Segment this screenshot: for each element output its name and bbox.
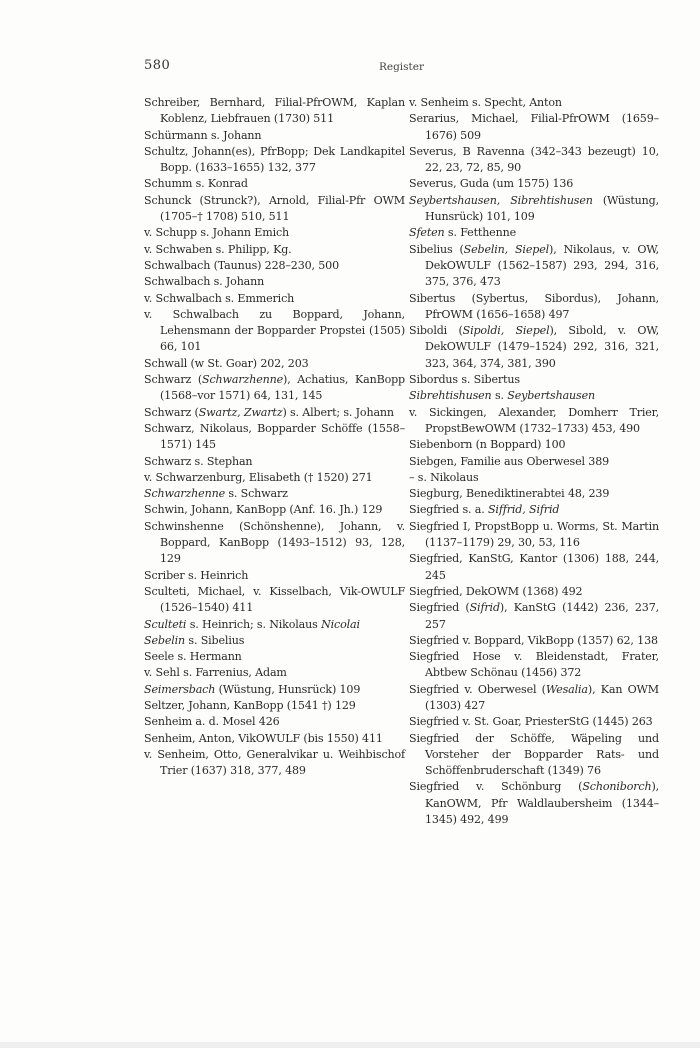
index-entry (409, 111, 659, 144)
page-header (144, 58, 659, 78)
index-entry (409, 454, 659, 470)
index-entry (144, 486, 405, 502)
index-entry-text: v. Schwalbach s. Emmerich (144, 291, 295, 305)
index-entry-text: s. Heinrich; s. Nikolaus (186, 617, 322, 631)
index-entry (409, 323, 659, 372)
index-entry-italic-text: Siffrid, Sifrid (487, 503, 560, 517)
index-entry-text: Schwarz ( (144, 373, 203, 387)
index-entry-text: Schunck (Strunck?), Arnold, Filial-Pfr OWM (1705–† 1708) 510, 511 (144, 193, 405, 224)
index-entry-text: Schwarz ( (144, 405, 199, 419)
index-entry-text: Schwarz, Nikolaus, Bopparder Schöffe (1558–1571) 145 (144, 421, 405, 452)
index-entry-text: Siegfried v. Boppard, VikBopp (1357) 62, 138 (409, 633, 658, 647)
index-entry (144, 519, 405, 568)
index-entry (409, 144, 659, 177)
index-entry-text: ), Achatius, KanBopp (1568–vor 1571) 64, 131, 145 (160, 373, 405, 403)
index-entry-text: Scriber s. Heinrich (144, 568, 249, 582)
index-entry (144, 176, 405, 192)
index-entry-text: s. Schwarz (224, 487, 288, 501)
index-entry-italic-text: Seybertshausen (507, 389, 596, 403)
index-entry (144, 405, 405, 421)
index-entry-text: Schwinshenne (Schönshenne), Johann, v. Boppard, KanBopp (1493–1512) 93, 128, 129 (144, 519, 405, 566)
index-entry-text: v. Schwarzenburg, Elisabeth († 1520) 271 (144, 470, 373, 484)
index-entry-text: Siboldi ( (409, 324, 463, 338)
index-entry-text: Siegfried Hose v. Bleidenstadt, Frater, Abtbew Schönau (1456) 372 (409, 650, 659, 680)
index-entry-text: s. (491, 389, 508, 403)
index-entry-text: Seltzer, Johann, KanBopp (1541 †) 129 (144, 698, 356, 712)
index-entry-text: Sculteti, Michael, v. Kisselbach, Vik-OWULF (1526–1540) 411 (144, 584, 405, 615)
index-entry-text: Siegfried v. Schönburg ( (409, 780, 583, 794)
index-entry (409, 437, 659, 453)
index-entry-text: Schultz, Johann(es), PfrBopp; Dek Landkapitel Bopp. (1633–1655) 132, 377 (144, 144, 405, 175)
index-entry (144, 714, 405, 730)
index-entry (144, 258, 405, 274)
index-entry-italic-text: Sipoldi, Siepel (462, 324, 550, 338)
index-entry-text: Serarius, Michael, Filial-PfrOWM (1659–1676) 509 (409, 112, 659, 142)
index-entry (144, 242, 405, 258)
index-entry (144, 95, 405, 128)
running-title: Register (378, 61, 425, 73)
index-entry (409, 95, 659, 111)
index-entry-text: Siegfried s. a. (409, 503, 488, 517)
index-entry-text: ), Kan OWM (1303) 427 (425, 682, 660, 712)
index-entry-text: Siegfried, KanStG, Kantor (1306) 188, 244, 245 (409, 552, 659, 582)
index-entry-text: ), KanStG (1442) 236, 237, 257 (425, 601, 659, 631)
index-entry (144, 502, 405, 518)
index-entry-italic-text: Sebelin (144, 633, 186, 647)
index-entry-text: Schwalbach s. Johann (144, 275, 265, 289)
index-entry-text: Siegfried I, PropstBopp u. Worms, St. Martin (1137–1179) 29, 30, 53, 116 (409, 519, 659, 550)
index-entry (144, 356, 405, 372)
index-entry (409, 502, 659, 518)
index-entry-italic-text: Schwarzhenne (144, 487, 225, 501)
index-entry (144, 584, 405, 617)
index-entry-text: Sibertus (Sybertus, Sibordus), Johann, PfrOWM (1656–1658) 497 (409, 291, 659, 321)
index-entry (144, 193, 405, 226)
index-entry (409, 519, 659, 552)
index-entry-text: Schwarz s. Stephan (144, 454, 253, 468)
index-entry-text: s. Sibelius (185, 633, 245, 647)
index-entry (409, 714, 659, 730)
index-entry-text: ), Nikolaus, v. OW, DekOWULF (1562–1587) 293, 294, 316, 375, 376, 473 (425, 242, 659, 289)
index-entry (409, 682, 659, 715)
index-entry-text: ) s. Albert; s. Johann (282, 405, 394, 419)
index-entry (144, 372, 405, 405)
index-entry (144, 633, 405, 649)
index-entry-text: Severus, Guda (um 1575) 136 (409, 177, 574, 191)
index-entry-text: Siegfried v. Oberwesel ( (409, 682, 546, 696)
page-number: 580 (144, 58, 171, 73)
index-entry (144, 307, 405, 356)
index-entry-italic-text: Nicolai (321, 617, 360, 631)
index-entry (144, 568, 405, 584)
index-entry (144, 454, 405, 470)
index-entry-text: v. Sehl s. Farrenius, Adam (144, 666, 287, 680)
index-entry-text: ), Sibold, v. OW, DekOWULF (1479–1524) 292, 316, 321, 323, 364, 374, 381, 390 (425, 324, 659, 370)
index-entry (144, 291, 405, 307)
index-entry-text: Senheim, Anton, VikOWULF (bis 1550) 411 (144, 731, 383, 745)
index-entry-italic-text: Schoniborch (582, 780, 652, 794)
index-entry (144, 649, 405, 665)
index-entry (144, 747, 405, 780)
index-entry-italic-text: Seybertshausen, Sibrehtishusen (409, 193, 593, 207)
index-entry (144, 470, 405, 486)
index-entry-text: Siegfried, DekOWM (1368) 492 (409, 584, 583, 598)
index-entry (409, 388, 659, 404)
index-entry (409, 584, 659, 600)
index-entry-text: ), KanOWM, Pfr Waldlaubersheim (1344–1345) 492, 499 (425, 780, 659, 827)
index-entry-text: Schwin, Johann, KanBopp (Anf. 16. Jh.) 129 (144, 503, 383, 517)
index-entry (409, 405, 659, 438)
index-entry (409, 291, 659, 324)
index-entry-text: Sibordus s. Sibertus (409, 373, 520, 387)
index-entry-text: v. Sickingen, Alexander, Domherr Trier, PropstBewOWM (1732–1733) 453, 490 (409, 405, 659, 435)
index-entry (409, 649, 659, 682)
index-entry (409, 470, 659, 486)
index-entry (144, 617, 405, 633)
index-entry-text: Siebgen, Familie aus Oberwesel 389 (409, 454, 610, 468)
index-entry-text: Severus, B Ravenna (342–343 bezeugt) 10, 22, 23, 72, 85, 90 (409, 144, 659, 175)
index-entry (409, 779, 659, 828)
index-entry (144, 144, 405, 177)
index-entry-text: Siegfried ( (409, 601, 470, 615)
index-entry-italic-text: Wesalia (545, 682, 588, 696)
index-entry (409, 633, 659, 649)
index-entry-text: Schwalbach (Taunus) 228–230, 500 (144, 258, 340, 272)
index-entry-text: v. Schupp s. Johann Emich (144, 226, 290, 240)
index-entry-text: Siegburg, Benediktinerabtei 48, 239 (409, 487, 610, 501)
index-entry-italic-text: Sculteti (144, 617, 187, 631)
index-entry (144, 128, 405, 144)
index-entry-text: (Wüstung, Hunsrück) 109 (215, 682, 361, 696)
index-entry-text: v. Senheim, Otto, Generalvikar u. Weihbischof Trier (1637) 318, 377, 489 (144, 747, 405, 778)
index-entry-italic-text: Swartz, Zwartz (198, 405, 283, 419)
index-entry-text: (Wüstung, Hunsrück) 101, 109 (425, 193, 659, 224)
index-entry (144, 665, 405, 681)
index-entry-text: v. Senheim s. Specht, Anton (409, 96, 562, 109)
page-bottom-edge (0, 1042, 700, 1048)
index-entry-italic-text: Sfeten (409, 226, 445, 240)
index-entry (409, 176, 659, 192)
index-entry (144, 421, 405, 454)
index-entry-text: Schreiber, Bernhard, Filial-PfrOWM, Kaplan Koblenz, Liebfrauen (1730) 511 (144, 96, 405, 126)
index-entry-text: Schwall (w St. Goar) 202, 203 (144, 356, 309, 370)
index-entry-text: Siebenborn (n Boppard) 100 (409, 438, 566, 452)
index-entry-italic-text: Sibrehtishusen (409, 389, 492, 403)
index-entry-italic-text: Sifrid (469, 601, 500, 615)
index-entry (144, 731, 405, 747)
index-entry (144, 225, 405, 241)
index-entry-text: v. Schwalbach zu Boppard, Johann, Lehensmann der Bopparder Propstei (1505) 66, 101 (144, 307, 405, 354)
index-entry-text: s. Fetthenne (444, 226, 517, 240)
index-entry-text: v. Schwaben s. Philipp, Kg. (144, 242, 292, 256)
index-entry-text: Senheim a. d. Mosel 426 (144, 715, 280, 729)
index-entry (409, 731, 659, 780)
index-entry-text: Siegfried der Schöffe, Wäpeling und Vorsteher der Bopparder Rats- und Schöffenbruderschaft (1349) 76 (409, 731, 659, 778)
index-entry (409, 242, 659, 291)
index-entry (144, 274, 405, 290)
index-entry (409, 225, 659, 241)
index-entry-text: Siegfried v. St. Goar, PriesterStG (1445) 263 (409, 715, 653, 729)
index-entry-italic-text: Sebelin, Siepel (463, 242, 550, 256)
index-entry-text: – s. Nikolaus (409, 470, 479, 484)
index-entry-text: Schumm s. Konrad (144, 177, 248, 191)
index-entry (409, 551, 659, 584)
index-entry-text: Sibelius ( (409, 242, 464, 256)
index-column-right (409, 95, 659, 828)
index-entry-text: Seele s. Hermann (144, 650, 242, 664)
index-entry-text: Schürmann s. Johann (144, 128, 262, 142)
index-entry-italic-text: Seimersbach (144, 682, 216, 696)
index-entry (409, 486, 659, 502)
index-entry (409, 193, 659, 226)
index-entry (144, 698, 405, 714)
index-entry (144, 682, 405, 698)
index-entry (409, 372, 659, 388)
index-entry-italic-text: Schwarzhenne (202, 373, 284, 387)
index-column-left (144, 95, 405, 779)
index-entry (409, 600, 659, 633)
